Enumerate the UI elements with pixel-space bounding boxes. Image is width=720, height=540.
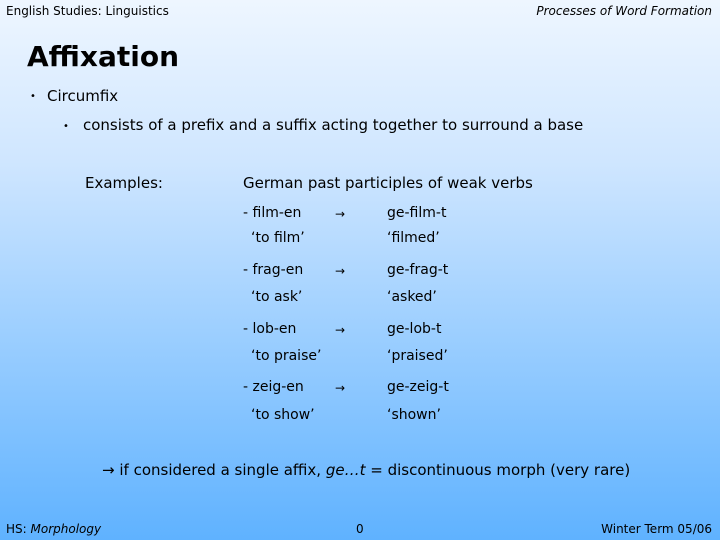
footer-course-topic: Morphology: [30, 522, 102, 536]
example-gloss-participle: ‘filmed’: [387, 230, 440, 246]
header-left: English Studies: Linguistics: [6, 4, 169, 18]
example-gloss-infinitive: ‘to ask’: [251, 289, 303, 305]
page-number: 0: [356, 522, 364, 536]
example-participle: ge-frag-t: [387, 262, 449, 278]
example-participle: ge-lob-t: [387, 321, 442, 337]
example-infinitive: - lob-en: [243, 321, 297, 337]
example-infinitive: - frag-en: [243, 262, 304, 278]
footer-left: [6, 522, 101, 536]
examples-heading: German past participles of weak verbs: [243, 174, 533, 192]
conclusion-line: [102, 461, 630, 479]
arrow-icon: →: [335, 207, 346, 221]
example-gloss-infinitive: ‘to show’: [251, 407, 315, 423]
example-infinitive: - zeig-en: [243, 379, 304, 395]
example-gloss-participle: ‘shown’: [387, 407, 441, 423]
conclusion-text: if considered a single affix,: [119, 461, 322, 479]
footer-right: Winter Term 05/06: [601, 522, 712, 536]
bullet-marker: •: [30, 91, 36, 102]
arrow-icon: →: [335, 323, 346, 337]
bullet-circumfix: Circumfix: [47, 87, 119, 105]
conclusion-morph: ge…t: [325, 461, 366, 479]
footer-course-prefix: HS:: [6, 522, 27, 536]
sub-bullet-marker: •: [63, 121, 69, 132]
example-gloss-infinitive: ‘to film’: [251, 230, 305, 246]
arrow-icon: →: [335, 264, 346, 278]
conclusion-result: = discontinuous morph (very rare): [370, 461, 631, 479]
arrow-icon: →: [335, 381, 346, 395]
arrow-icon: →: [102, 461, 115, 479]
example-participle: ge-zeig-t: [387, 379, 449, 395]
example-gloss-infinitive: ‘to praise’: [251, 348, 322, 364]
header-right: Processes of Word Formation: [536, 4, 712, 18]
bullet-definition: consists of a prefix and a suffix acting together to surround a base: [83, 116, 584, 134]
example-gloss-participle: ‘asked’: [387, 289, 437, 305]
example-participle: ge-film-t: [387, 205, 447, 221]
example-infinitive: - film-en: [243, 205, 302, 221]
example-gloss-participle: ‘praised’: [387, 348, 448, 364]
slide-title: Affixation: [27, 40, 180, 73]
examples-label: Examples:: [85, 174, 163, 192]
